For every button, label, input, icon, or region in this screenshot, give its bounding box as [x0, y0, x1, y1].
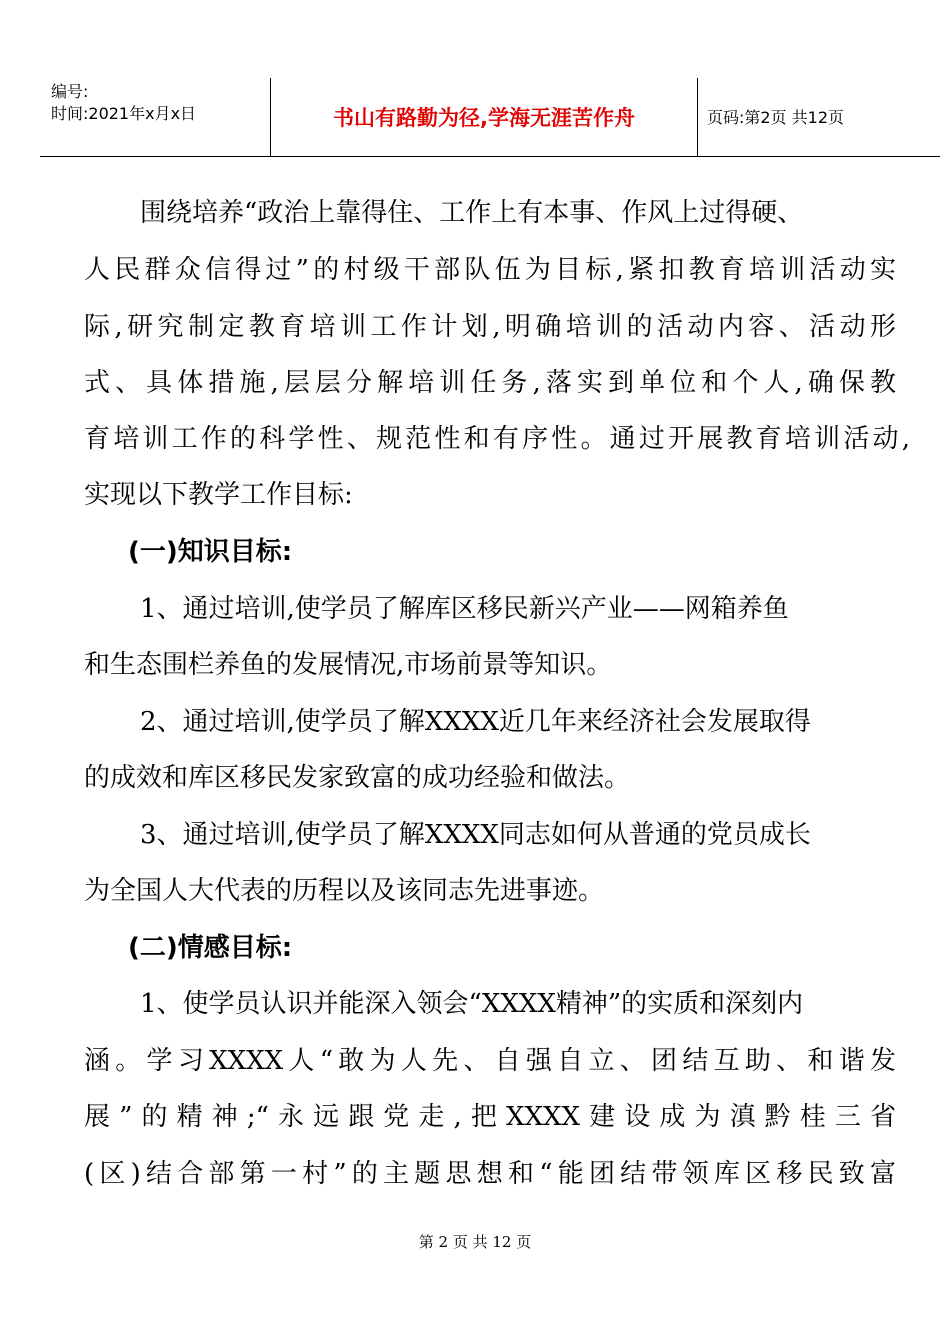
document-number-label: 编号: [51, 82, 89, 101]
paragraph-line: 式、具体措施,层层分解培训任务,落实到单位和个人,确保教 [84, 368, 896, 398]
section-heading-emotion: (二)情感目标: [128, 933, 293, 963]
document-time-label: 时间:2021年x月x日 [51, 104, 197, 123]
paragraph-line: 际,研究制定教育培训工作计划,明确培训的活动内容、活动形 [84, 312, 896, 342]
document-header [40, 78, 940, 157]
paragraph-line: 围绕培养“政治上靠得住、工作上有本事、作风上过得硬、 [140, 198, 804, 228]
header-page-cell [697, 78, 940, 156]
header-meta-cell [40, 78, 270, 156]
paragraph-line: 和生态围栏养鱼的发展情况,市场前景等知识。 [84, 650, 613, 680]
paragraph-line: 人民群众信得过”的村级干部队伍为目标,紧扣教育培训活动实 [84, 255, 896, 285]
paragraph-line: 2、通过培训,使学员了解XXXX近几年来经济社会发展取得 [140, 707, 811, 737]
paragraph-line: 涵。学习XXXX人“敢为人先、自强自立、团结互助、和谐发 [84, 1046, 896, 1076]
paragraph-line: 实现以下教学工作目标: [84, 480, 353, 510]
paragraph-line: (区)结合部第一村”的主题思想和“能团结带领库区移民致富 [84, 1159, 896, 1189]
section-heading-knowledge: (一)知识目标: [128, 537, 293, 567]
paragraph-line: 1、通过培训,使学员了解库区移民新兴产业——网箱养鱼 [140, 594, 789, 624]
paragraph-line: 3、通过培训,使学员了解XXXX同志如何从普通的党员成长 [140, 820, 811, 850]
paragraph-line: 的成效和库区移民发家致富的成功经验和做法。 [84, 763, 631, 793]
paragraph-line: 为全国人大代表的历程以及该同志先进事迹。 [84, 876, 605, 906]
paragraph-line: 展”的精神;“永远跟党走,把XXXX建设成为滇黔桂三省 [84, 1102, 896, 1132]
page-footer: 第 2 页 共 12 页 [418, 1233, 532, 1251]
paragraph-line: 育培训工作的科学性、规范性和有序性。通过开展教育培训活动, [84, 424, 910, 454]
header-motto-cell [270, 78, 698, 156]
paragraph-line: 1、使学员认识并能深入领会“XXXX精神”的实质和深刻内 [140, 989, 804, 1019]
header-motto: 书山有路勤为径,学海无涯苦作舟 [333, 106, 635, 130]
header-page-code: 页码:第2页 共12页 [707, 108, 845, 127]
